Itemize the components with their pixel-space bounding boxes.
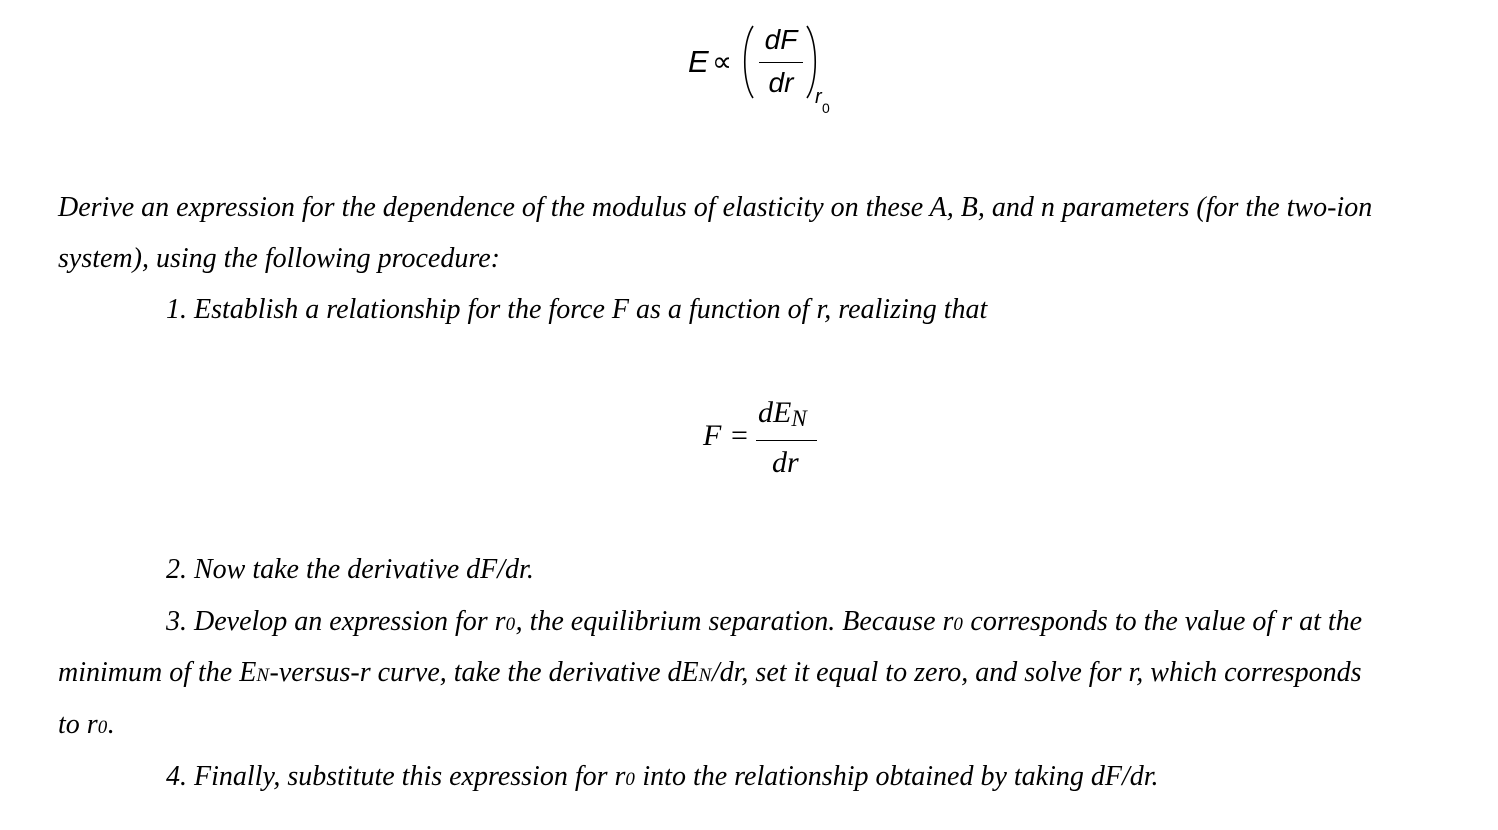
en-subscript: N: [698, 665, 712, 686]
evaluation-subscript: r: [815, 86, 822, 108]
step-3-line-1: 3. Develop an expression for r0, the equilibrium separation. Because r0 corresponds to the value of r at the: [166, 606, 1363, 637]
step-4: 4. Finally, substitute this expression for r0 into the relationship obtained by taking dF/dr.: [166, 761, 1159, 792]
evaluation-subscript-index: 0: [822, 100, 830, 116]
proportional-symbol: ∝: [712, 46, 733, 77]
force-denominator: dr: [772, 446, 799, 479]
force-numerator-subscript: N: [791, 406, 807, 431]
r0-subscript: 0: [625, 769, 636, 790]
force-fraction-bar: [756, 440, 817, 441]
en-subscript: N: [256, 665, 270, 686]
derivative-numerator: dF: [764, 24, 798, 55]
step-3-line-3: to r0.: [58, 709, 115, 740]
step-1: 1. Establish a relationship for the force F as a function of r, realizing that: [166, 294, 988, 325]
intro-line-1: Derive an expression for the dependence of the modulus of elasticity on these A, B, and n parameters (for the two-ion: [58, 192, 1373, 223]
r0-subscript: 0: [953, 614, 964, 635]
force-numerator: dEN: [758, 396, 807, 431]
force-symbol: F: [703, 419, 722, 452]
equals-sign: =: [731, 419, 748, 452]
modulus-symbol: E: [688, 44, 709, 79]
r0-subscript: 0: [505, 614, 516, 635]
intro-line-2: system), using the following procedure:: [58, 243, 500, 274]
derivative-denominator: dr: [768, 67, 794, 98]
step-2: 2. Now take the derivative dF/dr.: [166, 554, 534, 585]
step-3-line-2: minimum of the EN-versus-r curve, take the derivative dEN/dr, set it equal to zero, and solve for r, which corresponds: [58, 657, 1362, 688]
r0-subscript: 0: [97, 717, 108, 738]
